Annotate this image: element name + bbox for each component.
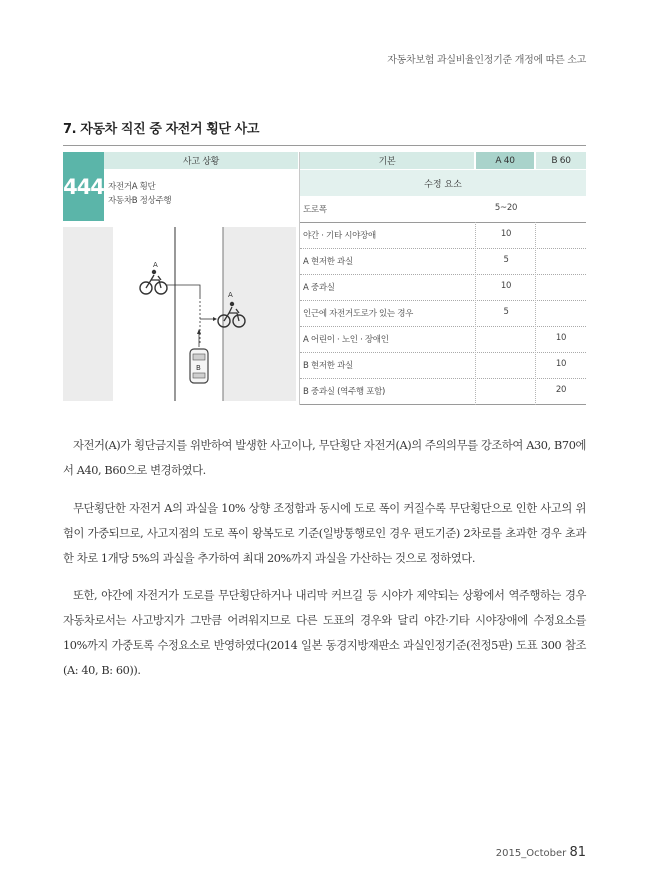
table-row	[300, 274, 586, 301]
table-row	[300, 196, 586, 223]
row-a-value: 5~20	[494, 203, 518, 213]
row-b-value: 10	[555, 359, 567, 369]
label-b: B	[196, 364, 201, 372]
paragraph: 자전거(A)가 횡단금지를 위반하여 발생한 사고이나, 무단횡단 자전거(A)의 주의의무를 강조하여 A30, B70에서 A40, B60으로 변경하였다.	[63, 439, 586, 477]
sidewalk-right	[223, 227, 296, 401]
case-number-badge: 444	[63, 152, 104, 221]
column-divider	[299, 152, 300, 405]
situation-line-2: 자동차B 정상주행	[108, 196, 172, 206]
accident-situation	[108, 180, 171, 208]
row-label: B 중과실 (역주행 포함)	[303, 387, 386, 397]
sidewalk-left	[63, 227, 113, 401]
modifiers-title: 수정 요소	[300, 170, 586, 196]
row-b-value: 20	[555, 385, 567, 395]
situation-line-1: 자전거A 횡단	[108, 182, 156, 192]
table-row	[300, 378, 586, 405]
header-situation: 사고 상황	[104, 152, 298, 169]
row-label: A 현저한 과실	[303, 257, 353, 267]
running-header: 자동차보험 과실비율인정기준 개정에 따른 소고	[387, 55, 586, 66]
row-label: A 어린이 · 노인 · 장애인	[303, 335, 389, 345]
row-a-value: 10	[500, 281, 512, 291]
row-a-value: 5	[503, 307, 509, 317]
row-a-value: 5	[503, 255, 509, 265]
row-a-value: 10	[500, 229, 512, 239]
arrow-head-icon	[213, 317, 217, 321]
table-row	[300, 326, 586, 353]
row-label: B 현저한 과실	[303, 361, 353, 371]
page-number: 81	[569, 845, 586, 860]
row-label: 도로폭	[303, 205, 327, 215]
page-footer	[496, 845, 586, 860]
issue-label: 2015_October	[495, 848, 567, 859]
accident-diagram	[63, 227, 296, 401]
row-label: 인근에 자전거도로가 있는 경우	[303, 309, 414, 319]
table-row	[300, 352, 586, 379]
table-row	[300, 248, 586, 275]
header-basic: 기본	[300, 152, 474, 169]
header-a-ratio: A 40	[476, 152, 534, 169]
table-row	[300, 300, 586, 327]
row-b-value: 10	[555, 333, 567, 343]
row-label: A 중과실	[303, 283, 335, 293]
label-a-top: A	[153, 261, 158, 269]
row-label: 야간 · 기타 시야장애	[303, 231, 376, 241]
column-divider	[535, 222, 536, 405]
column-divider	[475, 222, 476, 405]
bicycle-icon	[140, 270, 167, 294]
section-rule	[63, 145, 586, 146]
table-row	[300, 222, 586, 249]
section-title: 7. 자동차 직진 중 자전거 횡단 사고	[63, 122, 259, 137]
label-a-bottom: A	[228, 291, 233, 299]
path-line	[167, 285, 200, 299]
paragraph: 무단횡단한 자전거 A의 과실을 10% 상향 조정함과 동시에 도로 폭이 커질수록 무단횡단으로 인한 사고의 위험이 가중되므로, 사고지점의 도로 폭이 왕복도로 기준(일방통행로인 경우 편도기준) 2차로를 초과한 경우 초과한 차로 1개당 5%의 과실을 추가하여 최대 20%까지 과실을 가산하는 것으로 정하였다.	[63, 502, 586, 565]
paragraph: 또한, 야간에 자전거가 도로를 무단횡단하거나 내리막 커브길 등 시야가 제약되는 상황에서 역주행하는 경우 자동차로서는 사고방지가 그만큼 어려워지므로 다른 도표의 경우와 달리 야간·기타 시야장애에 수정요소를 10%까지 가중토록 수정요소로 반영하였다(2014 일본 동경지방재판소 과실인정기준(전정5판) 도표 300 참조(A: 40, B: 60)).	[63, 589, 586, 677]
header-b-ratio: B 60	[536, 152, 586, 169]
